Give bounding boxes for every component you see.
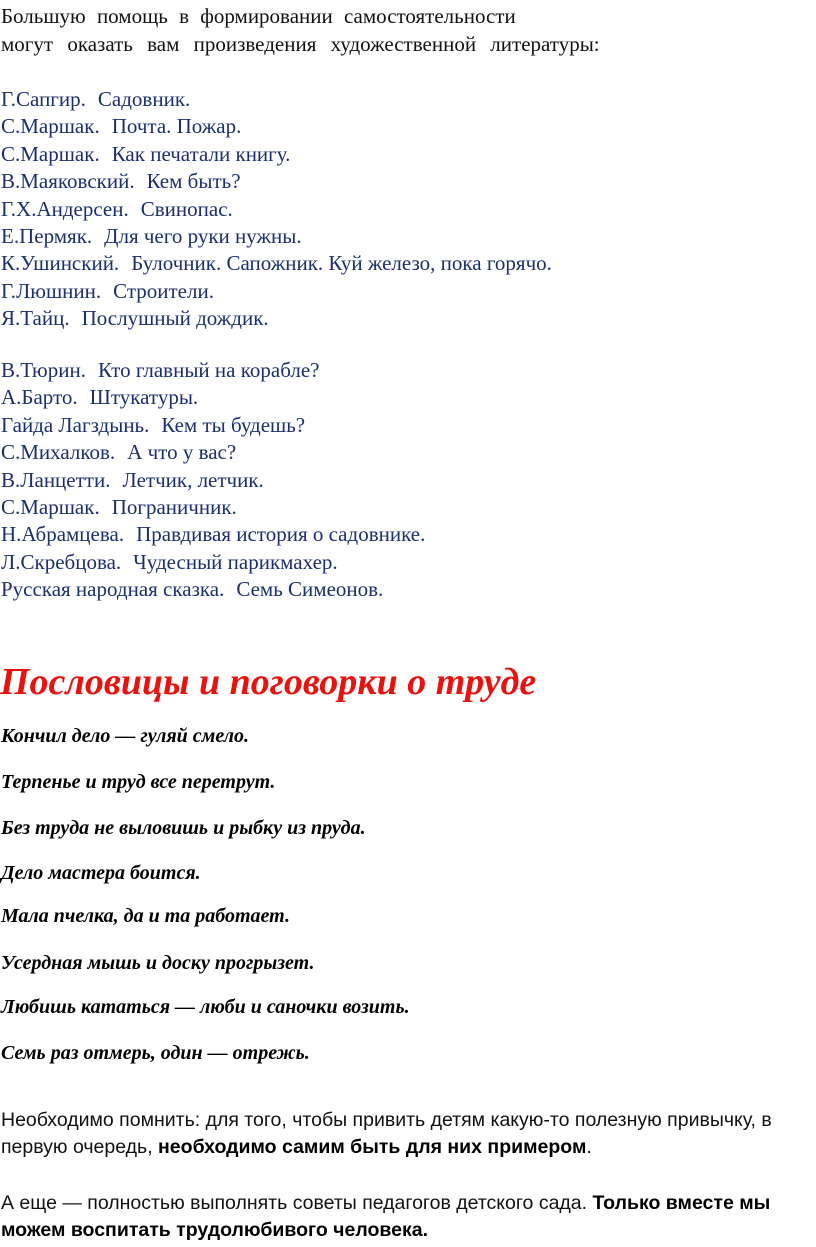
book-title: Правдивая история о садовнике.: [136, 522, 426, 547]
book-author: В.Тюрин.: [1, 358, 86, 382]
intro-line: могут оказать вам произведения художественной литературы:: [1, 32, 600, 56]
book-title: Летчик, летчик.: [122, 467, 264, 492]
book-entry: [1, 384, 781, 411]
proverb-item: Усердная мышь и доску прогрызет.: [1, 952, 315, 974]
book-author: С.Михалков.: [1, 440, 116, 465]
book-title: Пограничник.: [111, 495, 237, 520]
book-author: Г.Сапгир.: [1, 87, 86, 111]
book-title: Кем ты будешь?: [161, 412, 306, 437]
book-title: Семь Симеонов.: [236, 577, 384, 602]
proverb-item: Любишь кататься — люби и саночки возить.: [1, 996, 410, 1018]
book-entry: [1, 467, 781, 494]
book-author: Л.Скребцова.: [1, 549, 122, 574]
note-paragraph: [1, 1107, 801, 1161]
book-author: Г.Х.Андерсен.: [1, 196, 129, 221]
book-title: Строители.: [113, 278, 214, 303]
book-list-2: [1, 357, 781, 604]
closing-paragraph: [1, 1190, 801, 1244]
proverb-item: Кончил дело — гуляй смело.: [1, 725, 249, 747]
book-title: Свинопас.: [140, 196, 233, 221]
note-end: .: [586, 1136, 592, 1158]
closing-emphasis: Только вместе мы можем воспитать трудолюбивого человека.: [1, 1192, 771, 1241]
book-entry: [1, 196, 781, 223]
book-title: Как печатали книгу.: [111, 141, 291, 166]
book-title: Почта. Пожар.: [111, 114, 242, 139]
proverb-item: Без труда не выловишь и рыбку из пруда.: [1, 817, 366, 839]
book-author: В.Маяковский.: [1, 169, 135, 194]
book-entry: [1, 412, 781, 439]
book-title: Чудесный парикмахер.: [133, 549, 338, 574]
book-author: Русская народная сказка.: [1, 577, 225, 602]
book-author: С.Маршак.: [1, 141, 100, 166]
book-author: Г.Люшнин.: [1, 278, 102, 303]
intro-line: Большую помощь в формировании самостоятельности: [1, 4, 516, 28]
book-entry: [1, 223, 781, 250]
book-entry: [1, 357, 781, 384]
book-author: Н.Абрамцева.: [1, 522, 125, 547]
book-entry: [1, 86, 781, 113]
proverb-item: Дело мастера боится.: [1, 862, 201, 884]
book-title: Булочник. Сапожник. Куй железо, пока горячо.: [131, 251, 552, 276]
proverbs-heading: Пословицы и поговорки о труде: [0, 661, 537, 703]
book-author: Гайда Лагздынь.: [1, 412, 150, 437]
book-author: К.Ушинский.: [1, 251, 120, 276]
book-title: Садовник.: [97, 87, 191, 111]
book-entry: [1, 439, 781, 466]
book-entry: [1, 168, 781, 195]
book-author: А.Барто.: [1, 385, 78, 410]
book-entry: [1, 278, 781, 305]
book-title: А что у вас?: [127, 440, 237, 465]
book-entry: [1, 576, 781, 603]
note-text: Необходимо помнить: для того, чтобы привить детям какую-то полезную привычку, в первую очередь,: [1, 1109, 772, 1158]
book-entry: [1, 113, 781, 140]
book-entry: [1, 141, 781, 168]
book-entry: [1, 521, 781, 548]
book-author: Е.Пермяк.: [1, 224, 93, 249]
book-title: Штукатуры.: [89, 385, 199, 410]
closing-text: А еще — полностью выполнять советы педагогов детского сада.: [1, 1192, 593, 1214]
note-emphasis: необходимо самим быть для них примером: [158, 1136, 587, 1158]
book-title: Кто главный на корабле?: [97, 358, 320, 382]
book-author: С.Маршак.: [1, 495, 100, 520]
intro-paragraph: [1, 2, 781, 58]
book-entry: [1, 250, 781, 277]
book-title: Кем быть?: [146, 169, 241, 194]
book-entry: [1, 305, 781, 332]
proverb-item: Мала пчелка, да и та работает.: [1, 905, 290, 927]
book-author: Я.Тайц.: [1, 306, 70, 331]
book-entry: [1, 494, 781, 521]
proverb-item: Терпенье и труд все перетрут.: [1, 771, 276, 793]
book-author: В.Ланцетти.: [1, 467, 111, 492]
book-list-1: [1, 86, 781, 333]
book-author: С.Маршак.: [1, 114, 100, 139]
proverb-item: Семь раз отмерь, один — отрежь.: [1, 1042, 310, 1064]
book-entry: [1, 549, 781, 576]
book-title: Для чего руки нужны.: [104, 224, 302, 249]
book-title: Послушный дождик.: [81, 306, 269, 331]
